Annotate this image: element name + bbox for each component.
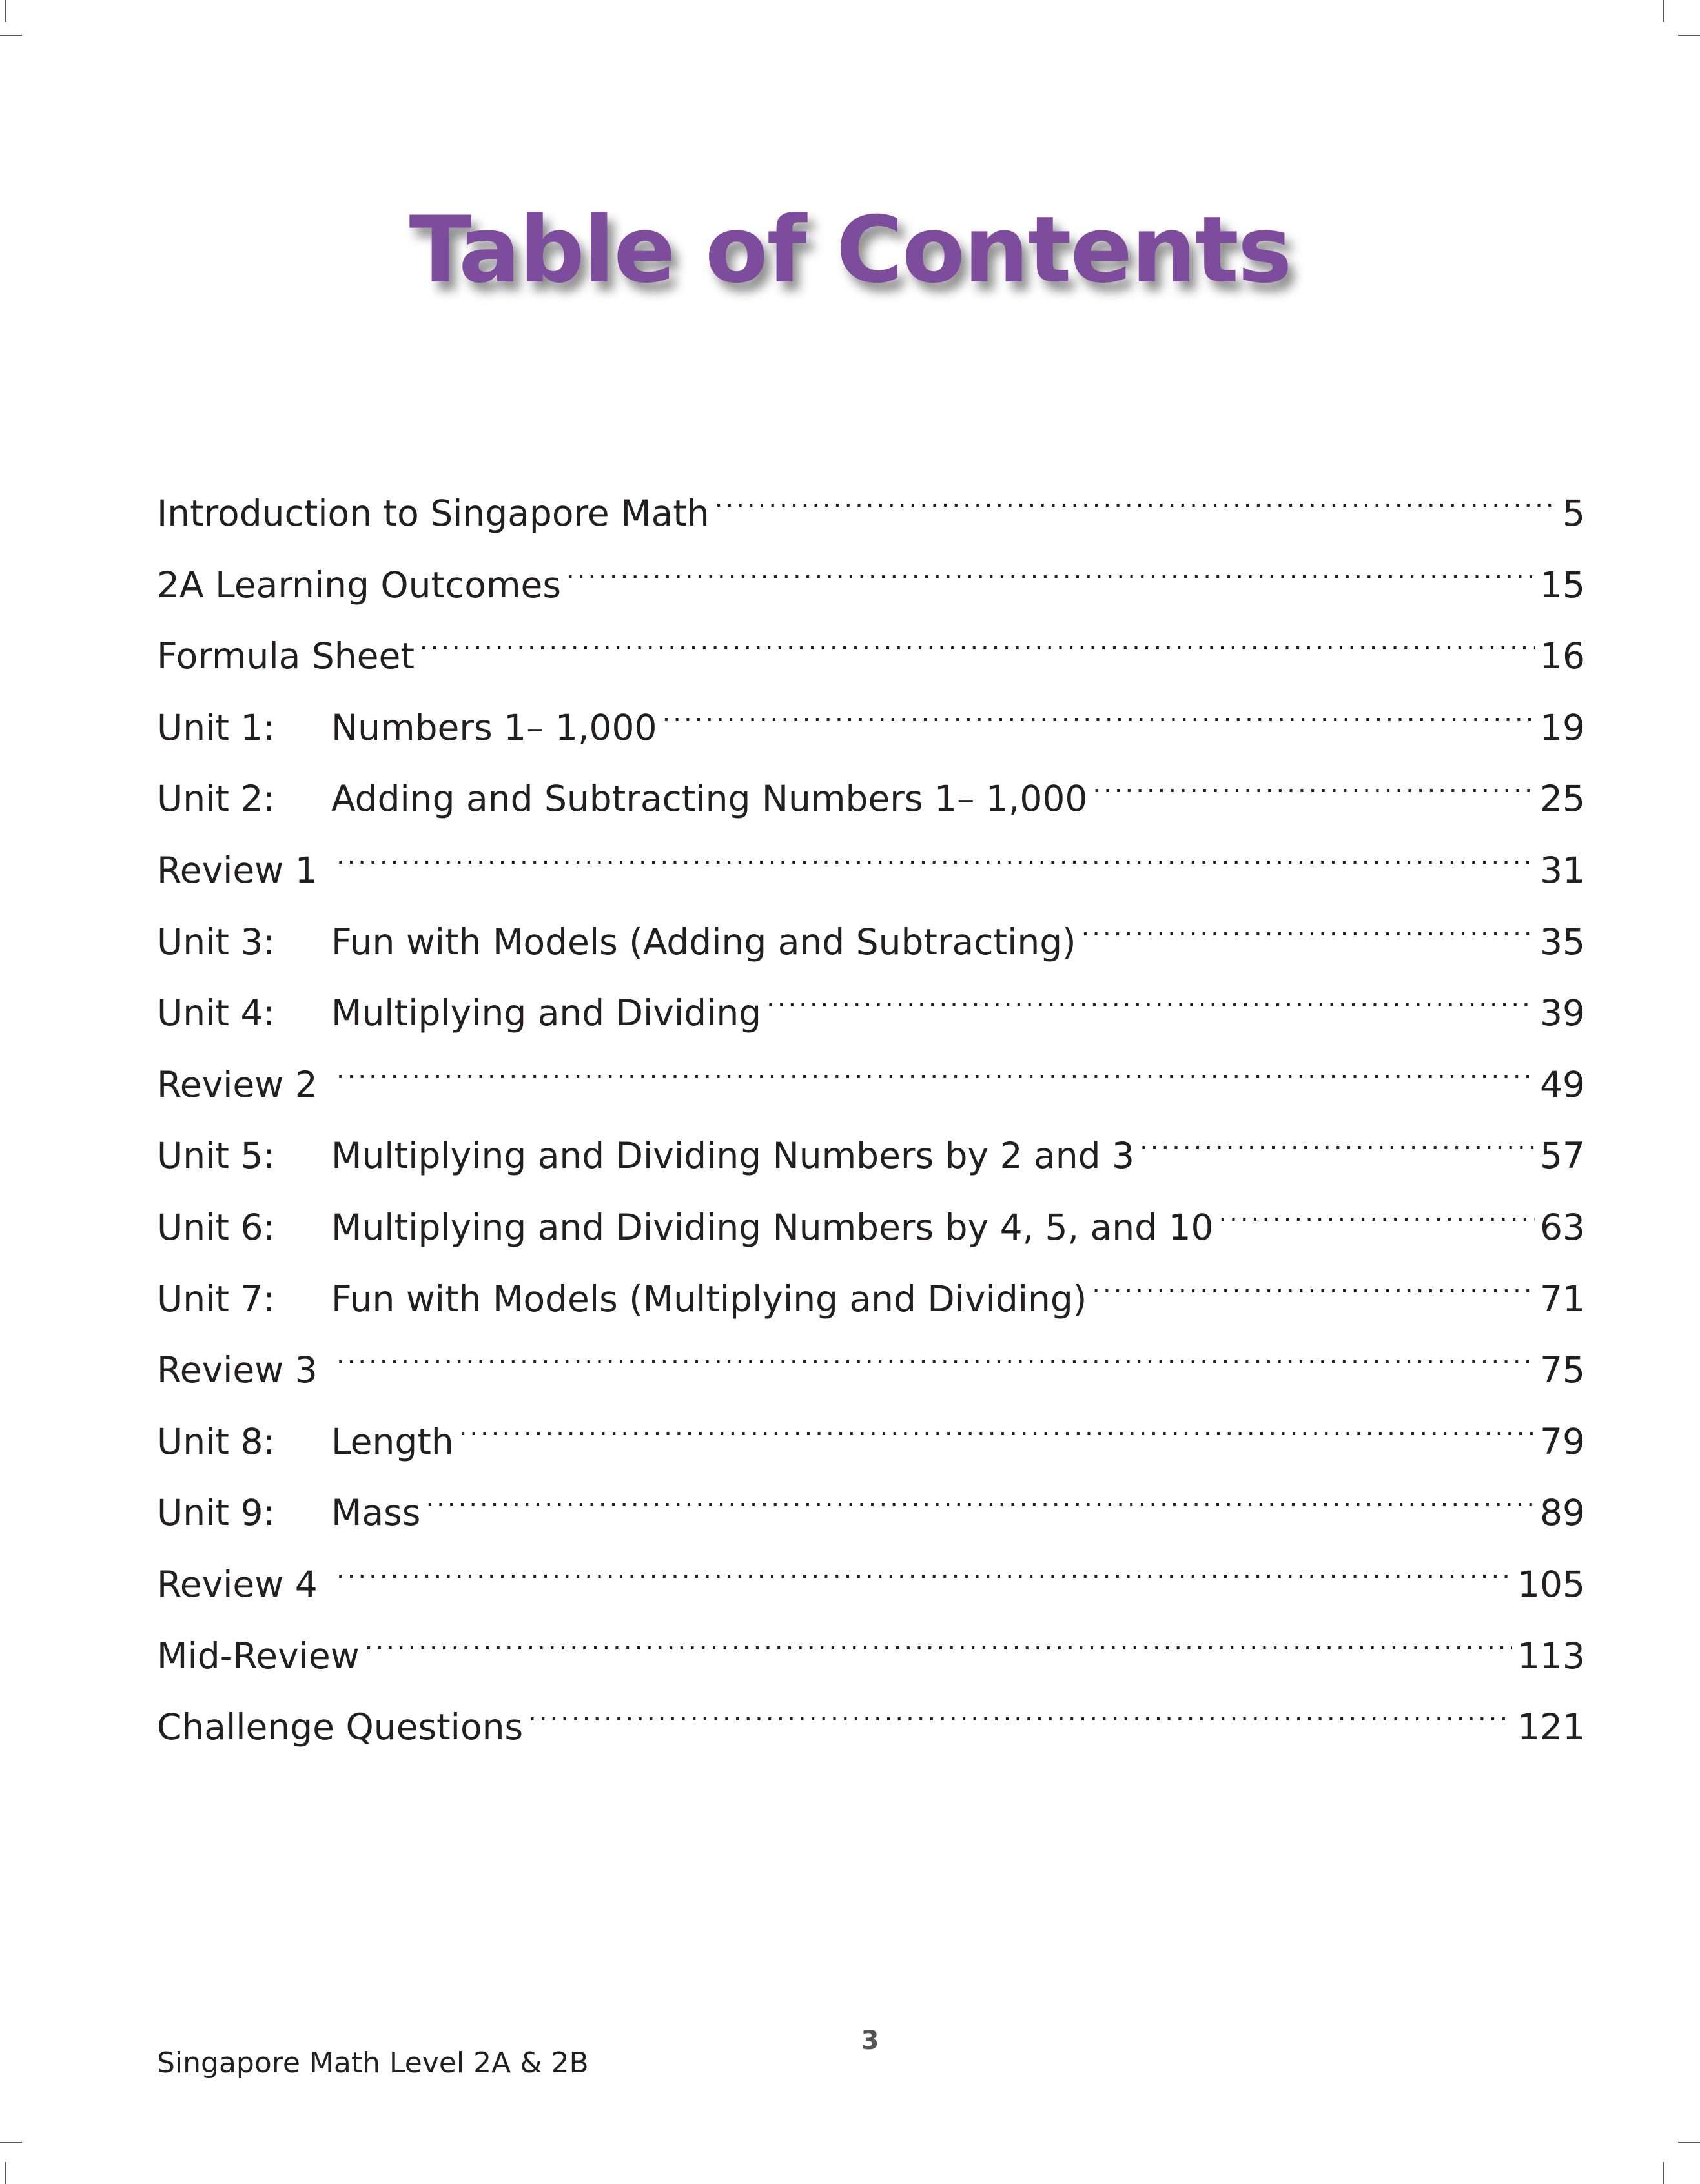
- toc-entry: [157, 1311, 1585, 1391]
- toc-dot-leader: [336, 1311, 1535, 1382]
- toc-entry-page: 75: [1540, 1349, 1585, 1391]
- crop-mark-top-right: [1663, 0, 1664, 22]
- toc-entry-unit: Unit 3:: [157, 921, 275, 963]
- toc-dot-leader: [425, 1454, 1535, 1525]
- toc-dot-leader: [715, 454, 1557, 526]
- page-title: Table of Contents: [409, 197, 1291, 303]
- toc-entry-page: 105: [1517, 1563, 1585, 1605]
- toc-entry-page: 5: [1562, 493, 1585, 534]
- toc-entry-unit: Review 3: [157, 1349, 318, 1391]
- crop-mark-bottom-left-h: [0, 2142, 22, 2143]
- footer-book-title: Singapore Math Level 2A & 2B: [157, 2046, 589, 2079]
- toc-entry-unit: Unit 6:: [157, 1206, 275, 1248]
- toc-dot-leader: [1218, 1169, 1535, 1240]
- toc-dot-leader: [1092, 740, 1535, 811]
- toc-entry-label: [157, 835, 331, 906]
- toc-entry: [157, 1526, 1585, 1605]
- table-of-contents: [157, 454, 1585, 1748]
- toc-entry-title: Multiplying and Dividing Numbers by 4, 5, and 10: [331, 1206, 1214, 1248]
- toc-entry-title: Introduction to Singapore Math: [157, 493, 710, 534]
- toc-entry-page: 57: [1540, 1135, 1585, 1177]
- toc-dot-leader: [365, 1597, 1512, 1668]
- toc-entry-page: 16: [1540, 635, 1585, 677]
- toc-entry-unit: Unit 2:: [157, 778, 275, 820]
- toc-entry-page: 39: [1540, 992, 1585, 1034]
- toc-entry-label: [157, 620, 415, 691]
- toc-entry-page: 121: [1517, 1706, 1585, 1748]
- toc-entry: [157, 1097, 1585, 1177]
- toc-entry-title: Multiplying and Dividing: [331, 992, 762, 1034]
- toc-dot-leader: [1140, 1097, 1535, 1168]
- toc-dot-leader: [1092, 1240, 1535, 1311]
- toc-entry-page: 25: [1540, 778, 1585, 820]
- toc-entry-unit: Unit 7:: [157, 1278, 275, 1320]
- page-number: 3: [861, 2026, 879, 2056]
- toc-entry-label: [157, 1406, 454, 1477]
- toc-entry-title: 2A Learning Outcomes: [157, 564, 562, 606]
- toc-entry-page: 113: [1517, 1635, 1585, 1677]
- toc-entry-unit: Unit 5:: [157, 1135, 275, 1177]
- toc-entry-title: Numbers 1– 1,000: [331, 706, 657, 748]
- toc-entry: [157, 883, 1585, 963]
- toc-entry-page: 19: [1540, 706, 1585, 748]
- toc-entry-page: 35: [1540, 921, 1585, 963]
- toc-entry-label: [157, 1549, 331, 1620]
- toc-entry-title: Length: [331, 1420, 454, 1462]
- crop-mark-top-left-h: [0, 35, 22, 36]
- toc-dot-leader: [1081, 883, 1535, 954]
- toc-entry-title: Fun with Models (Multiplying and Dividing): [331, 1278, 1087, 1320]
- toc-dot-leader: [528, 1668, 1512, 1739]
- toc-entry-label: [157, 1691, 523, 1762]
- crop-mark-bottom-left: [5, 2162, 6, 2184]
- toc-entry-label: [157, 1120, 1134, 1191]
- toc-entry-page: 89: [1540, 1492, 1585, 1534]
- toc-entry-page: 49: [1540, 1063, 1585, 1105]
- toc-entry-page: 79: [1540, 1420, 1585, 1462]
- toc-entry-label: [157, 1620, 360, 1691]
- toc-entry-page: 15: [1540, 564, 1585, 606]
- toc-entry-unit: Unit 4:: [157, 992, 275, 1034]
- toc-entry-title: Multiplying and Dividing Numbers by 2 and 3: [331, 1135, 1135, 1177]
- toc-entry: [157, 1597, 1585, 1677]
- crop-mark-top-left: [5, 0, 6, 22]
- toc-entry-label: [157, 692, 657, 763]
- toc-entry-unit: Review 2: [157, 1063, 318, 1105]
- toc-entry: [157, 1668, 1585, 1748]
- toc-entry-title: Mid-Review: [157, 1635, 360, 1677]
- crop-mark-top-right-h: [1678, 35, 1700, 36]
- toc-entry-page: 63: [1540, 1206, 1585, 1248]
- toc-entry: [157, 811, 1585, 891]
- toc-entry-title: Formula Sheet: [157, 635, 415, 677]
- toc-dot-leader: [336, 1026, 1535, 1097]
- toc-entry-label: [157, 1192, 1213, 1263]
- toc-entry-unit: Unit 8:: [157, 1420, 275, 1462]
- toc-entry-unit: Unit 9:: [157, 1492, 275, 1534]
- toc-entry-label: [157, 1049, 331, 1120]
- toc-entry-page: 71: [1540, 1278, 1585, 1320]
- toc-dot-leader: [420, 597, 1535, 668]
- toc-entry-title: Challenge Questions: [157, 1706, 524, 1748]
- toc-entry-title: Adding and Subtracting Numbers 1– 1,000: [331, 778, 1088, 820]
- toc-entry-unit: Review 4: [157, 1563, 318, 1605]
- toc-entry-title: Mass: [331, 1492, 421, 1534]
- toc-dot-leader: [662, 669, 1535, 740]
- crop-mark-bottom-right-h: [1678, 2142, 1700, 2143]
- toc-dot-leader: [566, 526, 1535, 597]
- toc-entry: [157, 1383, 1585, 1462]
- toc-entry: [157, 1026, 1585, 1105]
- toc-entry-title: Fun with Models (Adding and Subtracting): [331, 921, 1076, 963]
- toc-dot-leader: [459, 1383, 1535, 1454]
- crop-mark-bottom-right: [1663, 2162, 1664, 2184]
- toc-entry-page: 31: [1540, 849, 1585, 891]
- toc-entry-unit: Unit 1:: [157, 706, 275, 748]
- toc-entry-label: [157, 1334, 331, 1405]
- toc-dot-leader: [336, 1526, 1512, 1597]
- toc-dot-leader: [336, 811, 1535, 883]
- toc-entry: [157, 454, 1585, 534]
- toc-dot-leader: [766, 954, 1535, 1025]
- toc-entry-unit: Review 1: [157, 849, 318, 891]
